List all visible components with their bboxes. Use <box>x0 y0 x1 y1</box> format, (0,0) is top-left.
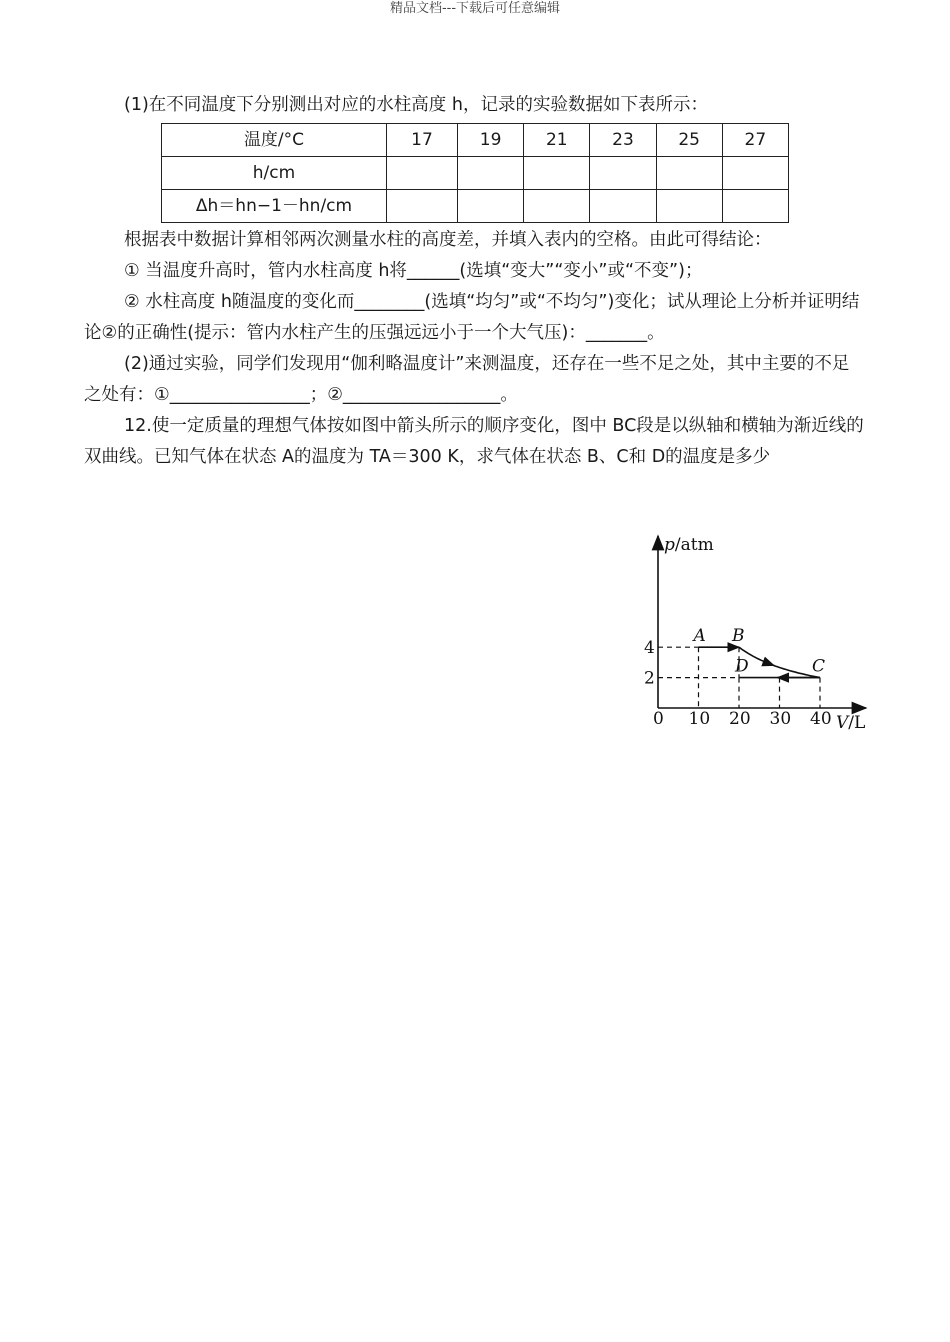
row-header: h/cm <box>162 157 387 190</box>
table-cell <box>524 157 590 190</box>
x-tick-label: 40 <box>810 709 832 729</box>
x-tick-label: 0 <box>653 709 664 729</box>
table-cell <box>590 157 656 190</box>
x-tick-label: 30 <box>769 709 792 729</box>
table-cell: 25 <box>656 124 722 157</box>
table-cell <box>387 190 458 223</box>
point-label-d: D <box>735 656 749 677</box>
conclusion-2: ② 水柱高度 h随温度的变化而________(选填“均匀”或“不均匀”)变化；试从理论上分析并证明结论②的正确性(提示：管内水柱产生的压强远远小于一个大气压)：_______。 <box>84 292 860 343</box>
x-tick-label: 20 <box>729 709 751 729</box>
conclusion-1: ① 当温度升高时，管内水柱高度 h将______(选填“变大”“变小”或“不变”)； <box>124 261 703 281</box>
table-cell: 23 <box>590 124 656 157</box>
process-bc-arrow <box>771 665 773 666</box>
pv-diagram <box>630 530 880 740</box>
row-header: 温度/°C <box>162 124 387 157</box>
table-cell <box>722 157 788 190</box>
table-cell <box>656 190 722 223</box>
x-tick-label: 10 <box>688 709 711 729</box>
y-tick-label: 2 <box>644 668 655 689</box>
after-table-text: 根据表中数据计算相邻两次测量水柱的高度差，并填入表内的空格。由此可得结论： <box>124 230 772 250</box>
point-label-b: B <box>732 626 745 647</box>
table-row <box>162 190 789 223</box>
y-tick-label: 4 <box>644 638 655 659</box>
q12-text: 12.使一定质量的理想气体按如图中箭头所示的顺序变化，图中 BC段是以纵轴和横轴为渐近线的双曲线。已知气体在状态 A的温度为 TA＝300 K，求气体在状态 B、C和 D的温度是多少 <box>84 416 864 467</box>
q11-part1-intro: (1)在不同温度下分别测出对应的水柱高度 h，记录的实验数据如下表所示： <box>124 95 708 115</box>
q11-part2: (2)通过实验，同学们发现用“伽利略温度计”来测温度，还存在一些不足之处，其中主要的不足之处有：①________________；②__________________。 <box>84 354 850 405</box>
process-bc <box>739 647 820 677</box>
table-cell <box>722 190 788 223</box>
table-cell <box>458 190 524 223</box>
table-cell: 21 <box>524 124 590 157</box>
point-label-c: C <box>812 656 826 677</box>
table-cell <box>524 190 590 223</box>
table-cell <box>656 157 722 190</box>
table-cell <box>458 157 524 190</box>
table-cell: 27 <box>722 124 788 157</box>
y-axis-label: p/atm <box>664 535 714 555</box>
page-header: 精品文档---下载后可任意编辑 <box>389 1 561 16</box>
table-cell: 17 <box>387 124 458 157</box>
table-cell: 19 <box>458 124 524 157</box>
point-label-a: A <box>693 626 706 647</box>
table-row <box>162 124 789 157</box>
table-row <box>162 157 789 190</box>
data-table <box>161 123 789 223</box>
document-body <box>84 90 866 473</box>
table-cell <box>387 157 458 190</box>
row-header: Δh＝hn−1－hn/cm <box>162 190 387 223</box>
table-cell <box>590 190 656 223</box>
x-axis-label: V/L <box>836 713 866 733</box>
